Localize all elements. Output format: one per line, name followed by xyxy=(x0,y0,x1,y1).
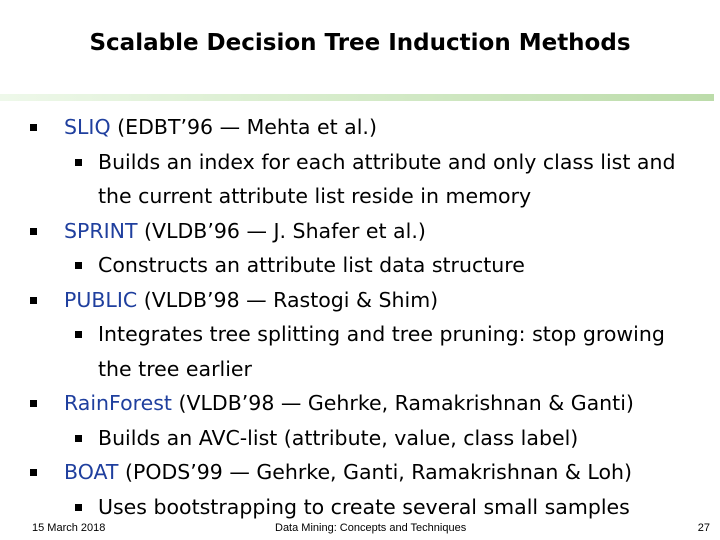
method-reference: (VLDB’98 — Rastogi & Shim) xyxy=(137,287,439,312)
list-item-sliq xyxy=(0,110,720,145)
square-bullet-icon xyxy=(75,435,82,442)
method-name: SPRINT xyxy=(64,218,138,243)
sub-item xyxy=(0,145,720,180)
square-bullet-icon xyxy=(75,159,82,166)
sub-item xyxy=(0,421,720,456)
square-bullet-icon xyxy=(30,124,37,131)
slide-title: Scalable Decision Tree Induction Methods xyxy=(89,30,631,56)
method-name: PUBLIC xyxy=(64,287,138,312)
sub-item xyxy=(0,317,720,352)
method-reference: (VLDB’96 — J. Shafer et al.) xyxy=(137,218,426,243)
method-name: BOAT xyxy=(64,460,119,484)
sub-item-text: Uses bootstrapping to create several small samples xyxy=(98,494,630,519)
method-name: SLIQ xyxy=(64,115,111,139)
sub-item-text: the current attribute list reside in memory xyxy=(98,184,532,208)
square-bullet-icon xyxy=(75,331,82,338)
footer-page-number: 27 xyxy=(697,522,710,534)
sub-item-continuation xyxy=(0,352,720,387)
square-bullet-icon xyxy=(30,228,37,235)
square-bullet-icon xyxy=(30,297,37,304)
list-item-sprint xyxy=(0,214,720,249)
square-bullet-icon xyxy=(30,400,37,407)
list-item-boat xyxy=(0,455,720,490)
square-bullet-icon xyxy=(30,469,37,476)
sub-item xyxy=(0,248,720,283)
bullet-list xyxy=(0,110,720,524)
footer-date: 15 March 2018 xyxy=(32,522,106,534)
sub-item xyxy=(0,490,720,525)
method-name: RainForest xyxy=(64,391,172,415)
square-bullet-icon xyxy=(75,504,82,511)
method-reference: (EDBT’96 — Mehta et al.) xyxy=(110,115,377,139)
method-reference: (VLDB’98 — Gehrke, Ramakrishnan & Ganti) xyxy=(171,391,634,415)
list-item-public xyxy=(0,283,720,318)
method-reference: (PODS’99 — Gehrke, Ganti, Ramakrishnan & Loh) xyxy=(118,460,633,484)
list-item-rainforest xyxy=(0,386,720,421)
sub-item-text: Builds an index for each attribute and only class list and xyxy=(98,149,676,174)
sub-item-text: Builds an AVC-list (attribute, value, class label) xyxy=(98,425,579,450)
square-bullet-icon xyxy=(75,262,82,269)
title-divider xyxy=(0,94,714,101)
sub-item-text: the tree earlier xyxy=(98,356,252,381)
sub-item-text: Integrates tree splitting and tree pruning: stop growing xyxy=(98,322,665,346)
sub-item-continuation xyxy=(0,179,720,214)
sub-item-text: Constructs an attribute list data structure xyxy=(98,253,525,277)
footer-course-title: Data Mining: Concepts and Techniques xyxy=(275,522,467,534)
